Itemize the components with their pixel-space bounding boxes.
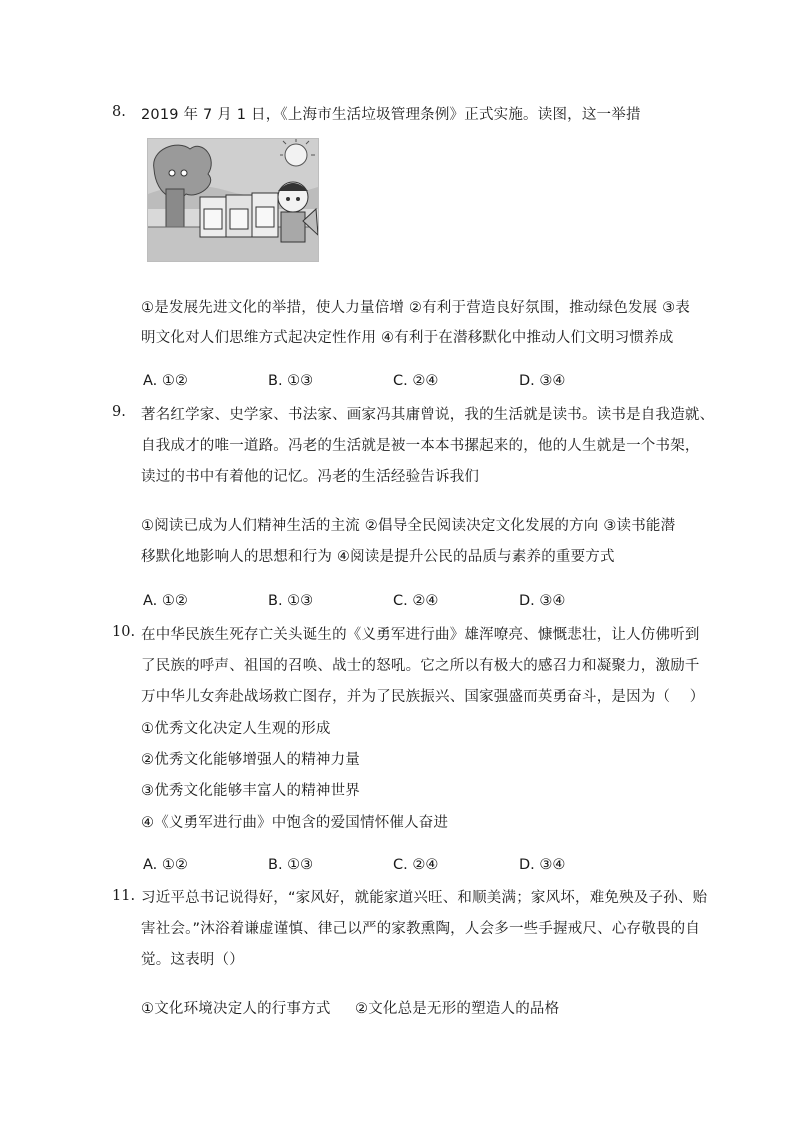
question-stem-line-2: 害社会。”沐浴着谦虚谨慎、律己以严的家教熏陶，人会多一些手握戒尺、心存敬畏的自 bbox=[141, 921, 701, 937]
statement-3: ③优秀文化能够丰富人的精神世界 bbox=[141, 783, 360, 799]
statement-2: ②优秀文化能够增强人的精神力量 bbox=[141, 752, 360, 768]
option-d[interactable]: D. ③④ bbox=[519, 593, 566, 609]
question-stem-line-1: 著名红学家、史学家、书法家、画家冯其庸曾说，我的生活就是读书。读书是自我造就、 bbox=[141, 407, 715, 423]
question-stem-line-2: 自我成才的唯一道路。冯老的生活就是被一本本书摞起来的，他的人生就是一个书架， bbox=[141, 438, 700, 454]
option-a[interactable]: A. ①② bbox=[143, 857, 188, 873]
option-d[interactable]: D. ③④ bbox=[519, 373, 566, 389]
statement-4: ④《义勇军进行曲》中饱含的爱国情怀催人奋进 bbox=[141, 815, 449, 831]
option-d[interactable]: D. ③④ bbox=[519, 857, 566, 873]
option-c[interactable]: C. ②④ bbox=[393, 857, 439, 873]
option-c[interactable]: C. ②④ bbox=[393, 373, 439, 389]
statement-line-1: ①阅读已成为人们精神生活的主流 ②倡导全民阅读决定文化发展的方向 ③读书能潜 bbox=[141, 518, 676, 534]
option-c[interactable]: C. ②④ bbox=[393, 593, 439, 609]
question-number: 11. bbox=[112, 888, 136, 904]
cartoon-image bbox=[148, 139, 318, 261]
question-number: 8. bbox=[112, 104, 126, 120]
statement-1: ①优秀文化决定人生观的形成 bbox=[141, 721, 331, 737]
option-b[interactable]: B. ①③ bbox=[268, 857, 314, 873]
option-a[interactable]: A. ①② bbox=[143, 593, 188, 609]
question-stem-line-3: 觉。这表明（） bbox=[141, 952, 244, 968]
question-stem-line-3: 万中华儿女奔赴战场救亡图存，并为了民族振兴、国家强盛而英勇奋斗，是因为（ ） bbox=[141, 689, 705, 705]
option-b[interactable]: B. ①③ bbox=[268, 373, 314, 389]
question-stem: 2019 年 7 月 1 日，《上海市生活垃圾管理条例》正式实施。读图，这一举措 bbox=[141, 107, 641, 123]
question-number: 9. bbox=[112, 404, 126, 420]
question-number: 10. bbox=[112, 624, 136, 640]
garbage-sorting-illustration bbox=[147, 138, 319, 262]
statement-line-1: ①是发展先进文化的举措，使人力量倍增 ②有利于营造良好氛围，推动绿色发展 ③表 bbox=[141, 300, 691, 316]
statement-line-2: 明文化对人们思维方式起决定性作用 ④有利于在潜移默化中推动人们文明习惯养成 bbox=[141, 330, 674, 346]
option-b[interactable]: B. ①③ bbox=[268, 593, 314, 609]
question-stem-line-1: 习近平总书记说得好，“家风好，就能家道兴旺、和顺美满；家风坏，难免殃及子孙、贻 bbox=[141, 890, 708, 906]
statement-line-2: 移默化地影响人的思想和行为 ④阅读是提升公民的品质与素养的重要方式 bbox=[141, 549, 615, 565]
statement-2: ②文化总是无形的塑造人的品格 bbox=[355, 1001, 560, 1017]
option-a[interactable]: A. ①② bbox=[143, 373, 188, 389]
question-stem-line-1: 在中华民族生死存亡关头诞生的《义勇军进行曲》雄浑嘹亮、慷慨悲壮，让人仿佛听到 bbox=[141, 627, 700, 643]
question-stem-line-2: 了民族的呼声、祖国的召唤、战士的怒吼。它之所以有极大的感召力和凝聚力，激励千 bbox=[141, 658, 700, 674]
statement-1: ①文化环境决定人的行事方式 bbox=[141, 1001, 331, 1017]
question-stem-line-3: 读过的书中有着他的记忆。冯老的生活经验告诉我们 bbox=[141, 469, 480, 485]
